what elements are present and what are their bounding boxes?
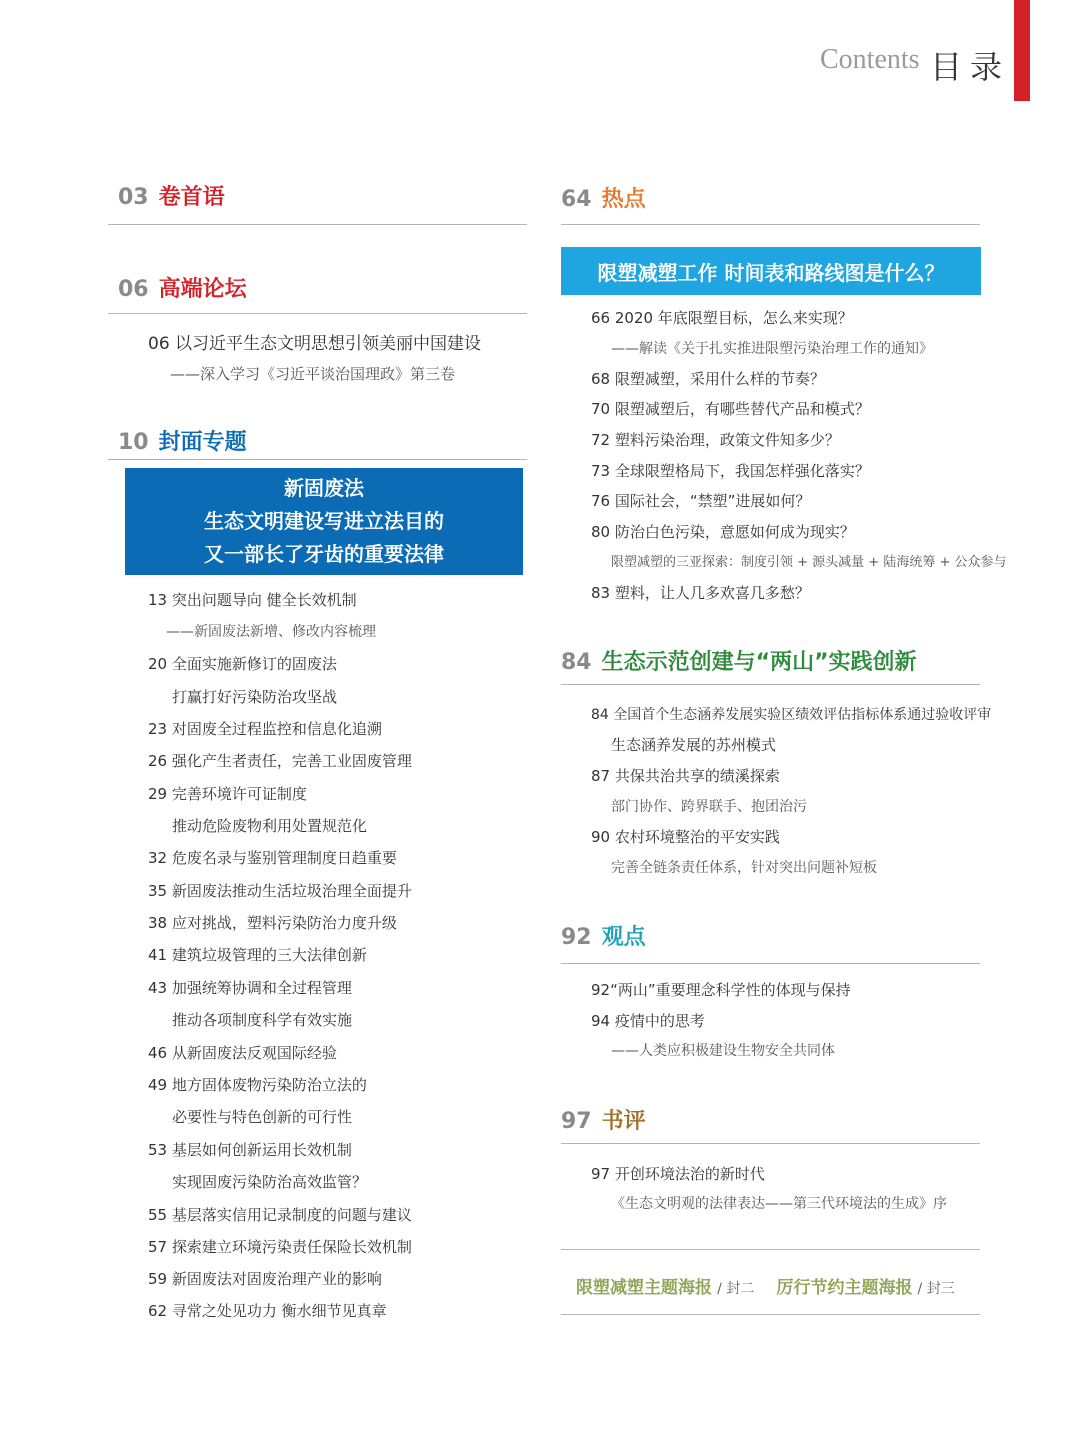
toc-subtitle: 推动危险废物利用处置规范化 (172, 817, 368, 835)
banner-line: 生态文明建设写进立法目的 (204, 509, 444, 533)
section-title: 封面专题 (158, 430, 247, 455)
toc-item[interactable]: 83 塑料，让人几多欢喜几多愁？ (591, 584, 810, 602)
toc-subtitle: 实现固废污染防治高效监管？ (172, 1173, 368, 1191)
divider (561, 963, 980, 964)
toc-item[interactable]: 49 地方固体废物污染防治立法的 (148, 1076, 367, 1094)
divider (108, 459, 527, 460)
toc-item[interactable]: 66 2020 年底限塑目标，怎么来实现？ (591, 309, 853, 327)
toc-subtitle: ——新固废法新增、修改内容梳理 (166, 624, 376, 640)
toc-subtitle: 生态涵养发展的苏州模式 (611, 736, 777, 754)
toc-item[interactable]: 13 突出问题导向 健全长效机制 (148, 591, 357, 609)
toc-item[interactable]: 87 共保共治共享的绩溪探索 (591, 767, 780, 785)
toc-item[interactable]: 43 加强统筹协调和全过程管理 (148, 979, 352, 997)
section-page-number: 92 (561, 925, 592, 950)
divider (561, 1314, 980, 1315)
toc-subtitle: 《生态文明观的法律表达——第三代环境法的生成》序 (611, 1196, 947, 1212)
toc-item[interactable]: 76 国际社会，“禁塑”进展如何？ (591, 492, 811, 510)
poster-link-1[interactable]: 限塑减塑主题海报 (576, 1278, 712, 1298)
toc-item[interactable]: 46 从新固废法反观国际经验 (148, 1044, 337, 1062)
toc-item[interactable]: 94 疫情中的思考 (591, 1012, 705, 1030)
header-accent-bar (1014, 0, 1030, 101)
toc-item[interactable]: 72 塑料污染治理，政策文件知多少？ (591, 431, 840, 449)
toc-subtitle: 部门协作、跨界联手、抱团治污 (611, 799, 807, 815)
section-title: 观点 (601, 925, 646, 950)
section-heading-84[interactable] (561, 645, 917, 676)
header-title-english: Contents (820, 44, 920, 75)
divider (561, 1143, 980, 1144)
section-title: 卷首语 (158, 185, 225, 210)
section-title: 书评 (601, 1109, 646, 1134)
toc-subtitle: ——解读《关于扎实推进限塑污染治理工作的通知》 (611, 341, 933, 357)
toc-item[interactable]: 68 限塑减塑，采用什么样的节奏？ (591, 370, 825, 388)
banner-line: 又一部长了牙齿的重要法律 (204, 542, 444, 566)
section-heading-06[interactable] (118, 272, 247, 303)
section-page-number: 97 (561, 1109, 592, 1134)
section-heading-10[interactable] (118, 425, 247, 456)
toc-item[interactable]: 80 防治白色污染，意愿如何成为现实？ (591, 523, 855, 541)
section-title: 热点 (601, 187, 646, 212)
toc-subtitle: 完善全链条责任体系，针对突出问题补短板 (611, 860, 877, 876)
cover-feature-banner[interactable] (125, 468, 523, 575)
toc-item[interactable]: 20 全面实施新修订的固废法 (148, 655, 337, 673)
toc-item[interactable]: 26 强化产生者责任，完善工业固废管理 (148, 752, 412, 770)
section-heading-97[interactable] (561, 1104, 646, 1135)
section-title: 生态示范创建与“两山”实践创新 (601, 650, 917, 675)
poster-links (576, 1273, 955, 1298)
header-title-chinese: 目录 (930, 48, 1011, 86)
poster-page-2: / 封三 (917, 1281, 955, 1297)
section-page-number: 03 (118, 185, 149, 210)
divider (561, 224, 980, 225)
poster-link-2[interactable]: 厉行节约主题海报 (776, 1278, 913, 1298)
toc-item[interactable]: 57 探索建立环境污染责任保险长效机制 (148, 1238, 412, 1256)
toc-item[interactable]: 97 开创环境法治的新时代 (591, 1165, 765, 1183)
section-page-number: 06 (118, 277, 149, 302)
toc-item[interactable]: 32 危废名录与鉴别管理制度日趋重要 (148, 849, 397, 867)
toc-item[interactable]: 55 基层落实信用记录制度的问题与建议 (148, 1206, 412, 1224)
divider (108, 224, 527, 225)
divider (561, 1249, 980, 1250)
toc-subtitle: 推动各项制度科学有效实施 (172, 1011, 353, 1029)
section-heading-03[interactable] (118, 180, 225, 211)
toc-item[interactable]: 41 建筑垃圾管理的三大法律创新 (148, 946, 367, 964)
section-page-number: 64 (561, 187, 592, 212)
section-heading-92[interactable] (561, 920, 646, 951)
hot-topic-banner[interactable]: 限塑减塑工作 时间表和路线图是什么？ (561, 247, 981, 295)
toc-item[interactable]: 90 农村环境整治的平安实践 (591, 828, 780, 846)
section-page-number: 84 (561, 650, 592, 675)
toc-item[interactable]: 23 对固废全过程监控和信息化追溯 (148, 720, 382, 738)
toc-subtitle: 限塑减塑的三亚探索：制度引领 + 源头减量 + 陆海统筹 + 公众参与 (611, 555, 1007, 570)
section-title: 高端论坛 (158, 277, 247, 302)
toc-item[interactable]: 70 限塑减塑后，有哪些替代产品和模式？ (591, 400, 870, 418)
toc-item[interactable]: 29 完善环境许可证制度 (148, 785, 307, 803)
toc-item[interactable]: 84 全国首个生态涵养发展实验区绩效评估指标体系通过验收评审 (591, 707, 992, 723)
toc-subtitle: 打赢打好污染防治攻坚战 (172, 688, 338, 706)
toc-item[interactable]: 62 寻常之处见功力 衡水细节见真章 (148, 1302, 387, 1320)
divider (108, 313, 527, 314)
toc-item[interactable]: 38 应对挑战，塑料污染防治力度升级 (148, 914, 397, 932)
toc-item[interactable]: 35 新固废法推动生活垃圾治理全面提升 (148, 882, 412, 900)
toc-item[interactable]: 73 全球限塑格局下，我国怎样强化落实？ (591, 462, 870, 480)
toc-subtitle: ——人类应积极建设生物安全共同体 (611, 1043, 835, 1059)
section-page-number: 10 (118, 430, 149, 455)
toc-item[interactable]: 53 基层如何创新运用长效机制 (148, 1141, 352, 1159)
banner-line: 新固废法 (284, 476, 364, 500)
poster-page-1: / 封二 (717, 1281, 755, 1297)
toc-item[interactable]: 92“两山”重要理念科学性的体现与保持 (591, 981, 851, 999)
toc-item[interactable]: 59 新固废法对固废治理产业的影响 (148, 1270, 382, 1288)
divider (561, 684, 980, 685)
section-heading-64[interactable] (561, 182, 646, 213)
toc-item[interactable]: 06 以习近平生态文明思想引领美丽中国建设 (148, 334, 482, 354)
toc-subtitle: 必要性与特色创新的可行性 (172, 1108, 353, 1126)
toc-subtitle: ——深入学习《习近平谈治国理政》第三卷 (170, 365, 456, 383)
